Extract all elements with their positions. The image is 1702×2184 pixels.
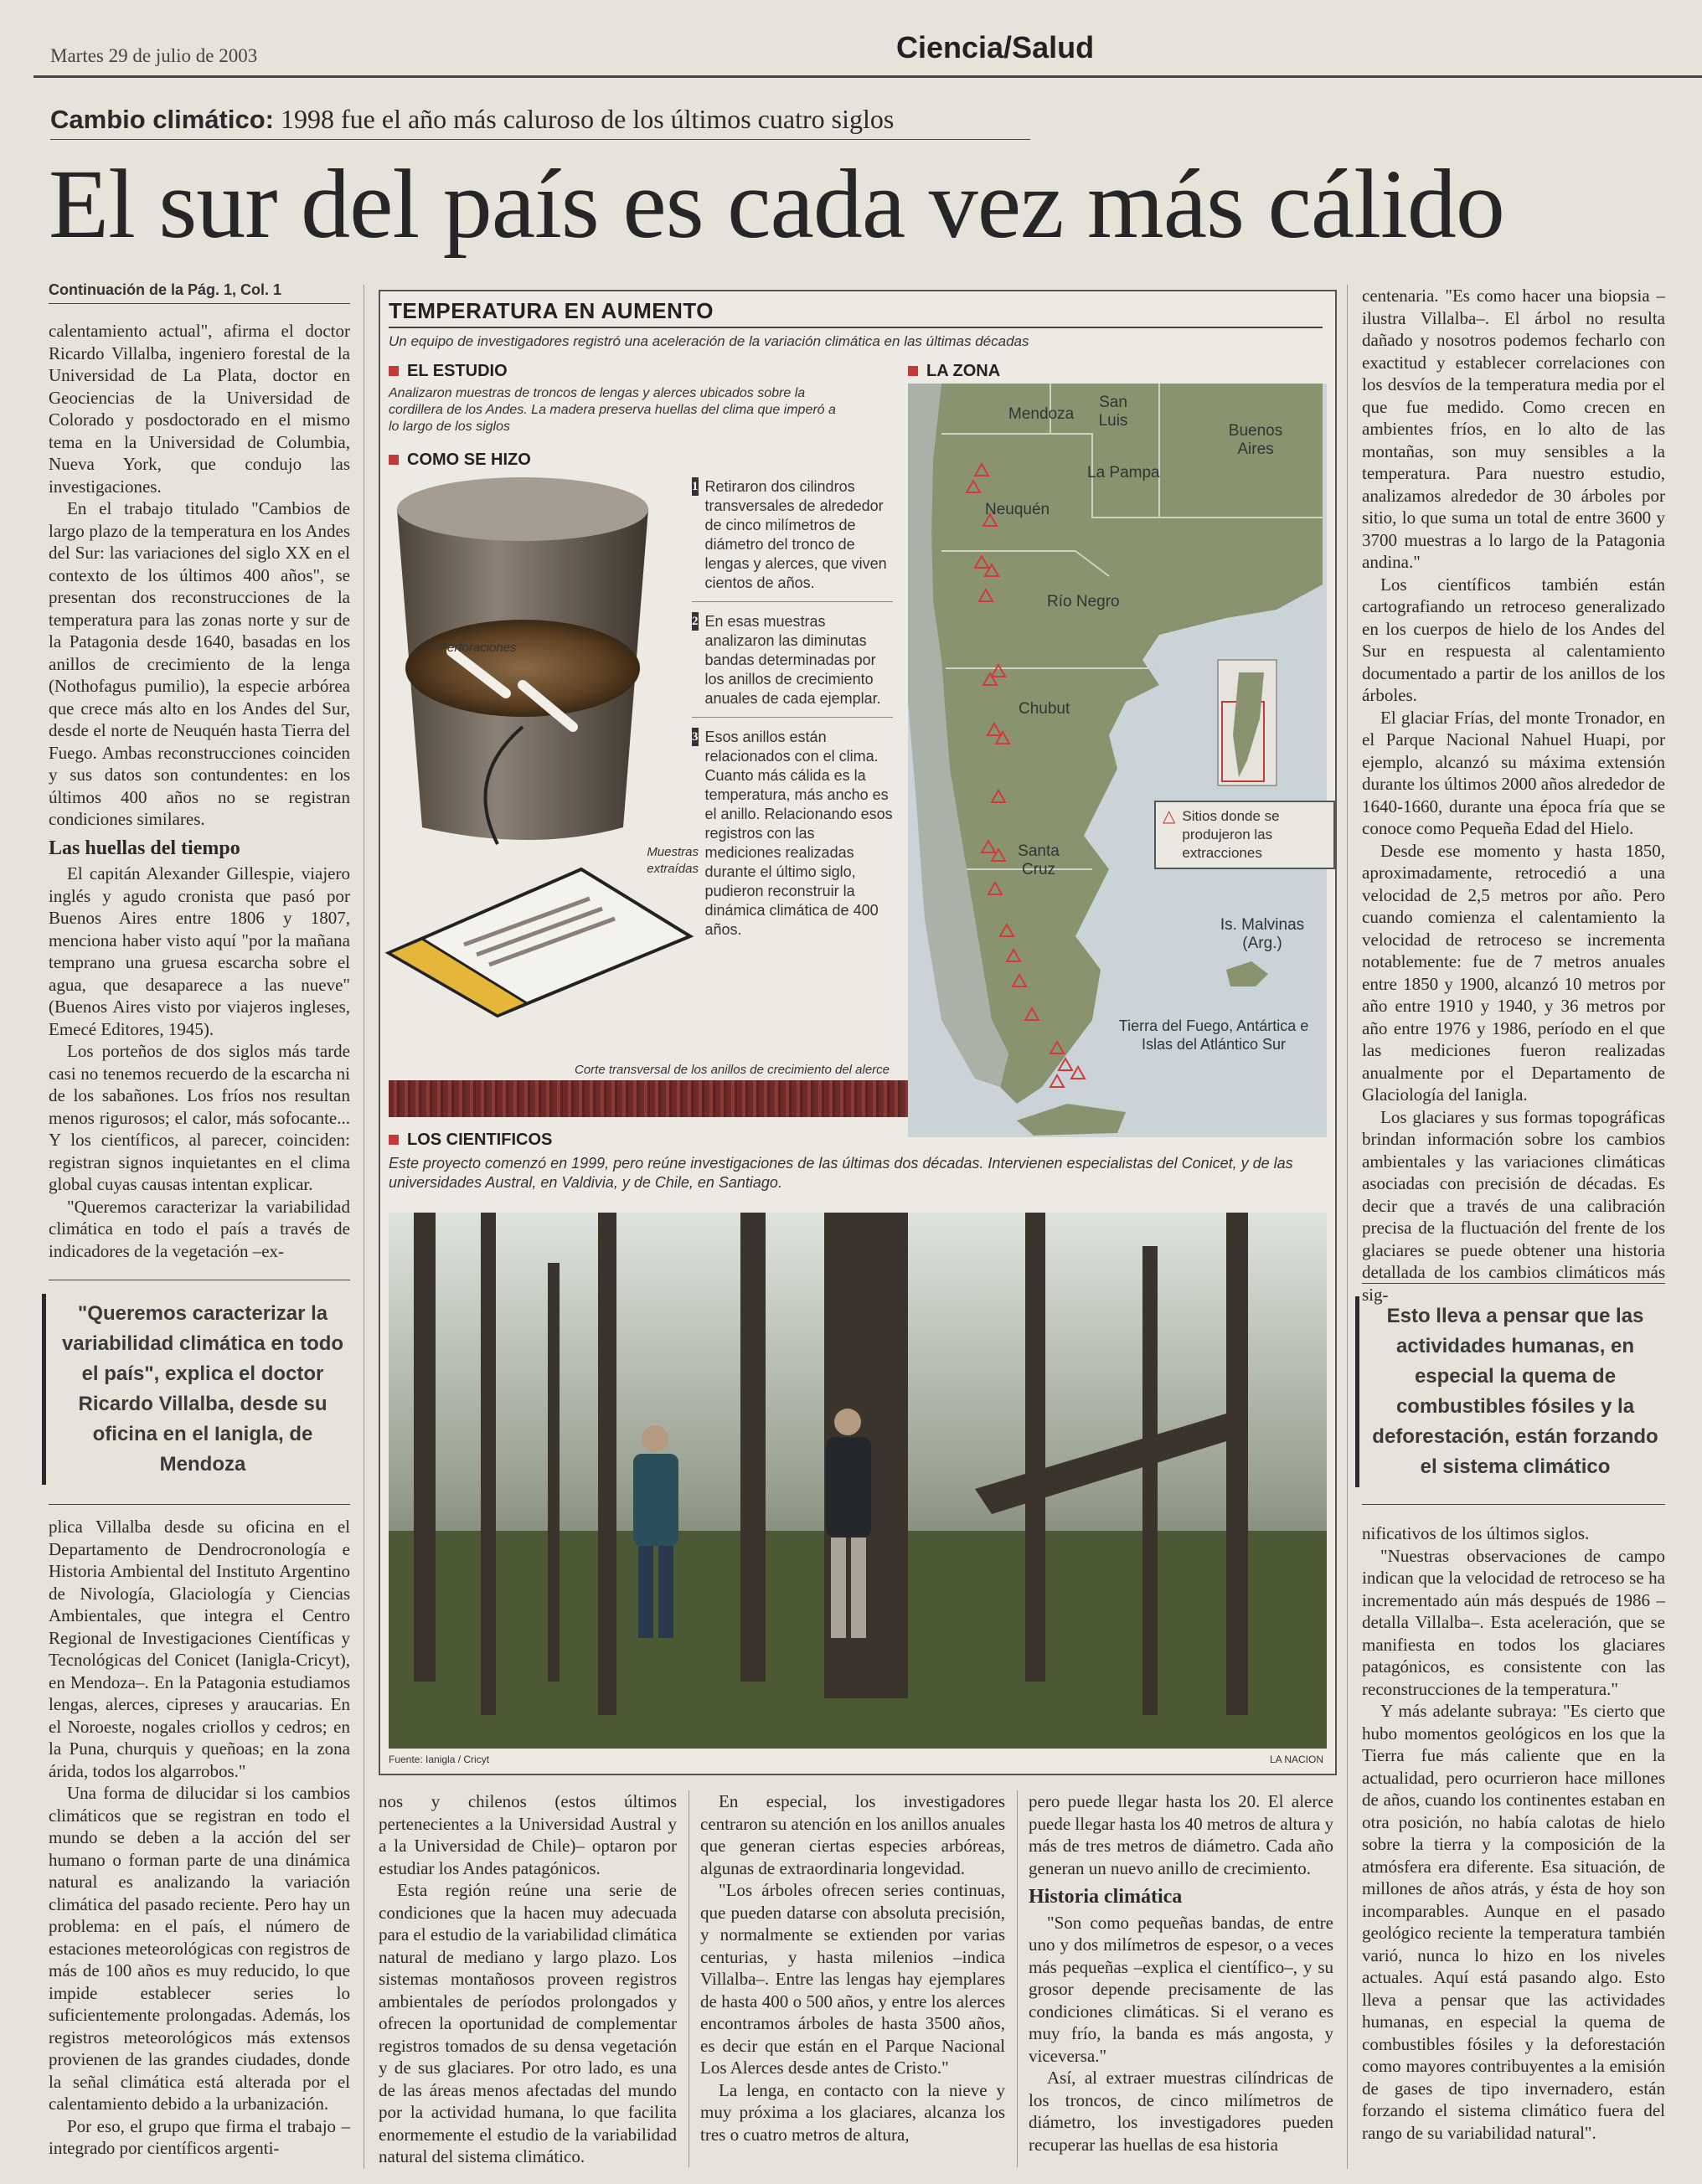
pullquote-right-rule-top [1362, 1283, 1665, 1284]
paragraph: "Son como pequeñas bandas, de entre uno y dos milímetros de espesor, o a veces más pequeñas –explica el científico–, y su grosor depende precisamente de las condiciones climáticas. Si el verano es muy frío, la banda es más angosta, y viceversa." [1029, 1912, 1333, 2066]
infographic-subtitle: Un equipo de investigadores registró una aceleración de la variación climática en las últimas décadas [389, 333, 1029, 349]
pullquote-right-rule-bottom [1362, 1504, 1665, 1505]
step-3 [692, 728, 893, 940]
step-text: En esas muestras analizaron las diminutas bandas determinadas por los anillos de crecimiento anuales de cada ejemplar. [704, 613, 881, 707]
pullquote-right: Esto lleva a pensar que las actividades humanas, en especial la quema de combustibles fósiles y la deforestación, están forzando el sistema climático [1355, 1296, 1671, 1487]
section-estudio-title: EL ESTUDIO [407, 362, 508, 380]
section-cientificos [389, 1131, 552, 1150]
map-label-mendoza: Mendoza [1008, 405, 1075, 423]
pullquote-left: "Queremos caracterizar la variabilidad climática en todo el país", explica el doctor Ricardo Villalba, desde su oficina en el Ianigla, de Mendoza [42, 1294, 359, 1485]
section-zona [908, 362, 1000, 381]
header-rule [34, 75, 1702, 78]
estudio-text: Analizaron muestras de troncos de lengas y alerces ubicados sobre la cordillera de los Andes. La madera preserva huellas del clima que imperó a lo largo de los siglos [389, 386, 836, 434]
article-column-3 [700, 1790, 1005, 2167]
kicker-underline [50, 139, 1030, 140]
step-number: 3 [692, 728, 699, 746]
paragraph: En especial, los investigadores centraron su atención en los anillos anuales que generan ciertas especies arbóreas, algunas de extraordinaria longevidad. [700, 1791, 1005, 1878]
section-estudio [389, 362, 508, 381]
date-line: Martes 29 de julio de 2003 [50, 45, 258, 66]
paragraph: La lenga, en contacto con la nieve y muy próxima a los glaciares, alcanza los tres o cuatro metros de altura, [700, 2079, 1005, 2145]
bullet-square [389, 366, 399, 376]
paragraph: Los glaciares y sus formas topográficas brindan información sobre los cambios ambientales y las variaciones climáticas asociadas con precisión de décadas. Es decir que a través de una calibración precisa de la fluctuación del frente de los glaciares se puede obtener una historia detallada de los cambios climáticos más sig- [1362, 1106, 1665, 1305]
subhead: Historia climática [1029, 1886, 1183, 1908]
map-label-chubut: Chubut [1019, 700, 1070, 718]
paragraph: Por eso, el grupo que firma el trabajo –integrado por científicos argenti- [49, 2115, 350, 2158]
paragraph: El glaciar Frías, del monte Tronador, en el Parque Nacional Nahuel Huapi, por ejemplo, alcanzó su máxima extensión durante los últimos 2000 años alrededor de 1640-1660, durante una época fría que se conoce como Pequeña Edad del Hielo. [1362, 707, 1665, 838]
article-column-4 [1029, 1790, 1333, 2167]
map-label-lapampa: La Pampa [1087, 464, 1160, 482]
paragraph: calentamiento actual", afirma el doctor Ricardo Villalba, ingeniero forestal de la Universidad de La Plata, doctor en Geociencias de la Universidad de Colorado y posdoctorado en el mismo tema en la Universidad de Columbia, Nueva York, que condujo las investigaciones. [49, 321, 350, 497]
trunk-top [397, 477, 648, 541]
step-1 [692, 477, 893, 602]
photo-source: Fuente: Ianigla / Cricyt [389, 1754, 490, 1765]
steps-list [692, 477, 893, 940]
column-separator [1347, 285, 1348, 2169]
label-corte: Corte transversal de los anillos de crecimiento del alerce [575, 1063, 890, 1077]
continuation-rule [49, 303, 350, 304]
bullet-square [908, 366, 918, 376]
infographic [379, 290, 1337, 1775]
paragraph: plica Villalba desde su oficina en el Departamento de Dendrocronología e Historia Ambiental del Instituto Argentino de Nivología, Glaciología y Ciencias Ambientales, que integra el Centro Regional de Investigaciones Científicas y Tecnológicas del Conicet (Ianigla-Cricyt), en Mendoza–. En la Patagonia estudiamos lengas, alerces, cipreses y araucarias. En el Noroeste, nogales criollos y cedros; en la Puna, churquis y queñoas; en la zona árida, todos los algarrobos." [49, 1517, 350, 1781]
step-text: Esos anillos están relacionados con el clima. Cuanto más cálida es la temperatura, más ancho es el anillo. Relacionando esos registros con las mediciones realizadas durante el último siglo, pudieron reconstruir la dinámica climática de 400 años. [704, 729, 893, 938]
kicker-text: 1998 fue el año más caluroso de los últimos cuatro siglos [281, 104, 895, 134]
paragraph: Esta región reúne una serie de condiciones que la hacen muy adecuada para el estudio de la variabilidad climática natural de mediano y largo plazo. Los sistemas montañosos proveen registros ambientales de períodos prolongados y ofrecen la oportunidad de complementar registros tomados de su densa vegetación y de sus glaciares. Por otro lado, es una de las áreas menos afectadas del mundo por la actividad humana, lo que facilita enormemente el estudio de la variabilidad natural del sistema climático. [379, 1880, 677, 2166]
legend-text: Sitios donde se produjeron las extracciones [1182, 808, 1280, 861]
subhead: Las huellas del tiempo [49, 837, 240, 859]
step-number: 1 [692, 477, 699, 496]
map-label-neuquen: Neuquén [985, 501, 1050, 518]
paragraph: Así, al extraer muestras cilíndricas de los troncos, de cinco milímetros de diámetro, los investigadores pueden recuperar las huellas de esa historia [1029, 2068, 1333, 2155]
map-label-tdf: Tierra del Fuego, Antártica e Islas del Atlántico Sur [1118, 1017, 1309, 1053]
section-title: Ciencia/Salud [896, 30, 1095, 64]
sample-board [389, 869, 690, 1016]
map-label-sanluis: San Luis [1098, 394, 1128, 430]
paragraph: "Queremos caracterizar la variabilidad climática en todo el país a través de indicadores de la vegetación –ex- [49, 1196, 350, 1261]
section-zona-title: LA ZONA [926, 362, 1001, 380]
paragraph: Desde ese momento y hasta 1850, aproximadamente, retrocedió a una velocidad de 2,5 metros por año. Pero cuando comienza el calentamiento la velocidad de retroceso se incrementa notablemente: fue de 7 metros anuales entre 1850 y 1900, alcanzó 10 metros por año entre 1910 y 1940, y 36 metros por año entre 1976 y 1986, período en el que las mediciones fueron realizadas anualmente por el Departamento de Glaciología del Ianigla. [1362, 840, 1665, 1105]
step-2 [692, 612, 893, 718]
trunk-cross-section [405, 620, 640, 717]
section-cientificos-title: LOS CIENTIFICOS [407, 1131, 553, 1149]
step-number: 2 [692, 612, 699, 631]
tree-trunk-illustration [380, 476, 690, 869]
scientists-photo [389, 1213, 1327, 1749]
paragraph: Los porteños de dos siglos más tarde casi no tenemos recuerdo de la escarcha ni de los sabañones. Los fríos nos resultan menos rigurosos; el calor, más sofocante... Y los científicos, al parecer, coinciden: registran signos inquietantes en el clima global cuyas causas intentan explicar. [49, 1041, 350, 1194]
infographic-title: TEMPERATURA EN AUMENTO [389, 298, 714, 323]
sample-board-illustration [380, 852, 699, 1020]
pullquote-rule-bottom [49, 1504, 350, 1505]
map-label-bsas: Buenos Aires [1228, 422, 1283, 458]
section-como [389, 451, 531, 470]
kicker [50, 104, 894, 135]
headline: El sur del país es cada vez más cálido [49, 149, 1504, 259]
paragraph: El capitán Alexander Gillespie, viajero inglés y agudo cronista que pasó por Buenos Aires entre 1806 y 1807, menciona haber visto aquí "por la mañana temprano una gruesa escarcha sobre el agua, que desaparece a las nueve" (Buenos Aires visto por viajeros ingleses, Emecé Editores, 1945). [49, 863, 350, 1039]
cientificos-text: Este proyecto comenzó en 1999, pero reúne investigaciones de las últimas dos décadas. Intervienen especialistas del Conicet, y de las universidades Austral, en Valdivia, y de Chile, en Santiago. [389, 1155, 1293, 1191]
photo-credit: LA NACION [1269, 1754, 1323, 1765]
article-column-2 [379, 1790, 677, 2167]
label-perforaciones: Perforaciones [439, 641, 517, 655]
map-label-rionegro: Río Negro [1047, 593, 1120, 610]
paragraph: nificativos de los últimos siglos. [1362, 1523, 1590, 1543]
article-column-1 [49, 320, 350, 1266]
map-label-malvinas: Is. Malvinas (Arg.) [1220, 916, 1305, 952]
paragraph: "Nuestras observaciones de campo indican que la velocidad de retroceso se ha incrementado aún más después de 1986 –detalla Villalba–. Esta aceleración, que se manifiesta en todos los glaciares patagónicos, es consistente con las reconstrucciones de la temperatura." [1362, 1545, 1665, 1699]
paragraph: Y más adelante subraya: "Es cierto que hubo momentos geológicos en los que la Tierra fue más caliente que en la actualidad, pero ocurrieron hace millones de años, cuando los continentes estaban en otra posición, no había calotas de hielo sobre la tierra y la composición de la atmósfera era diferente. Esa situación, de millones de años atrás, y ésta de hoy son incomparables. Aunque en el pasado geológico reciente la temperatura también varió, nunca lo hizo en los niveles actuales. Aquí está pasando algo. Esto lleva a pensar que las actividades humanas, en especial la quema de combustibles fósiles y la deforestación como mayores contribuyentes a la emisión de gases de tipo invernadero, están forzando el sistema climático fuera del rango de su variabilidad natural". [1362, 1701, 1665, 2143]
kicker-tag: Cambio climático: [50, 105, 274, 134]
paragraph: centenaria. "Es como hacer una biopsia –ilustra Villalba–. El árbol no resulta dañado y nosotros podemos fecharlo con exactitud y establecer correlaciones con los desvíos de la temperatura media por el que fue medido. Como crecen en ambientes fríos, en lo alto de las montañas, son muy sensibles a la temperatura. Para nuestro estudio, analizamos alrededor de 30 árboles por sitio, lo que suma un total de entre 3600 y 3700 muestras a lo largo de la Patagonia andina." [1362, 286, 1665, 572]
map-legend [1154, 801, 1335, 869]
paragraph: En el trabajo titulado "Cambios de largo plazo de la temperatura en los Andes del Sur: las variaciones del siglo XX en el contexto de los últimos 400 años", se presentan dos reconstrucciones de la temperatura para las zonas norte y sur de la Patagonia desde 1640, basadas en los anillos de crecimiento de la lenga (Nothofagus pumilio), la especie arbórea que crece más alto en los Andes del Sur, desde el norte de Neuquén hasta Tierra del Fuego. Ambas reconstrucciones coinciden y sus datos son contundentes: en los últimos 400 años no se registran condiciones similares. [49, 498, 350, 829]
column-separator [1017, 1790, 1018, 2167]
paragraph: "Los árboles ofrecen series continuas, que pueden datarse con absoluta precisión, y normalmente se extienden por varias centurias, y hasta milenios –indica Villalba–. Entre las lengas hay ejemplares de hasta 400 o 500 años, y entre los alerces encontramos árboles de hasta 3500 años, es decir que están en el Parque Nacional Los Alerces desde antes de Cristo." [700, 1880, 1005, 2078]
paragraph: pero puede llegar hasta los 20. El alerce puede llegar hasta los 40 metros de altura y más de tres metros de diámetro. Cada año generan un nuevo anillo de crecimiento. [1029, 1791, 1333, 1878]
bullet-square [389, 1135, 399, 1145]
paragraph: nos y chilenos (estos últimos pertenecientes a la Universidad Austral y a la Universidad de Chile)– optaron por estudiar los Andes patagónicos. [379, 1791, 677, 1878]
infographic-title-rule [389, 327, 1323, 328]
paragraph: Una forma de dilucidar si los cambios climáticos que se registran en todo el mundo se deben a la acción del ser humano o forman parte de una dinámica natural es analizando la variación climática del pasado reciente. Pero hay un problema: en el país, el número de estaciones meteorológicas con registros de más de 100 años es muy reducido, lo que impide establecer series lo suficientemente prolongadas. Además, los registros meteorológicos más extensos provienen de las grandes ciudades, donde la señal climática está alterada por el calentamiento debido a la urbanización. [49, 1783, 350, 2114]
tree-ring-strip [389, 1080, 916, 1117]
article-column-1-continued [49, 1516, 350, 2169]
label-muestras: Muestras extraídas [647, 845, 699, 876]
bullet-square [389, 455, 399, 465]
section-como-title: COMO SE HIZO [407, 451, 531, 469]
article-column-right-continued [1362, 1522, 1665, 2167]
map-label-santacruz: Santa Cruz [1018, 842, 1060, 878]
step-text: Retiraron dos cilindros transversales de alrededor de cinco milímetros de diámetro del tronco de lengas y alerces, que viven cientos de años. [704, 478, 887, 591]
triangle-icon: △ [1163, 807, 1176, 826]
paragraph: Los científicos también están cartografiando un retroceso generalizado en los cuerpos de hielo de los Andes del Sur en respuesta al calentamiento documentado a partir de los anillos de los árboles. [1362, 574, 1665, 705]
continuation-note: Continuación de la Pág. 1, Col. 1 [49, 281, 282, 298]
article-column-right [1362, 285, 1665, 1305]
